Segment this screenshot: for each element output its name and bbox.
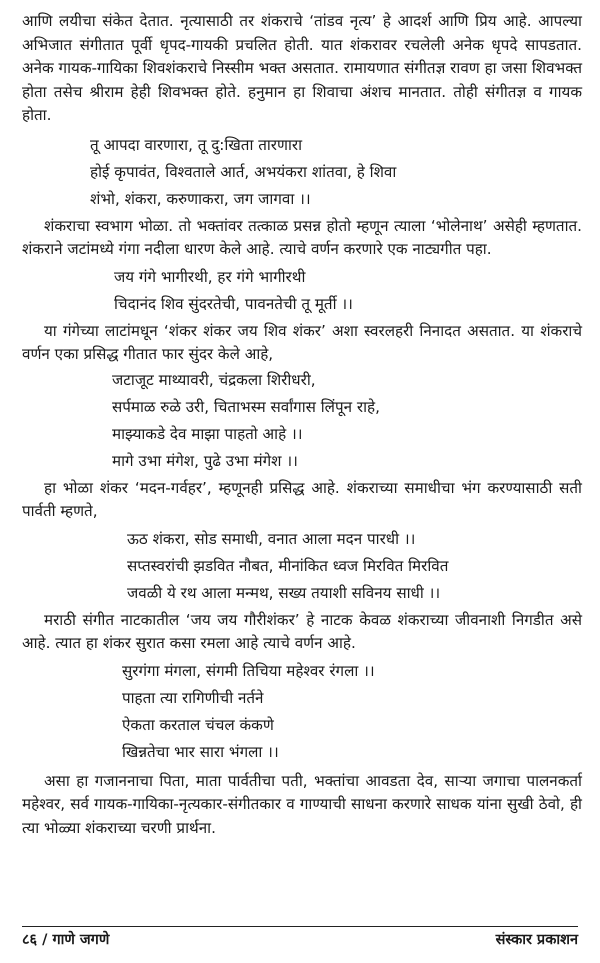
page-number-title: ८६ / गाणे जगणे	[22, 932, 110, 948]
page-body	[22, 10, 582, 840]
verse-line: तू आपदा वारणारा, तू दु:खिता तारणारा	[90, 135, 303, 154]
verse-line: जवळी ये रथ आला मन्मथ, सख्य तयाशी सविनय साधी ।।	[127, 583, 441, 602]
verse-line: पाहता त्या रागिणीची नर्तने	[122, 688, 264, 707]
verse-line: जटाजूट माथ्यावरी, चंद्रकला शिरीधरी,	[112, 370, 316, 389]
verse-line: होई कृपावंत, विश्वताले आर्त, अभयंकरा शांतवा, हे शिवा	[90, 162, 397, 181]
verse-jatajut	[22, 367, 582, 477]
paragraph-6: असा हा गजाननाचा पिता, माता पार्वतीचा पती, भक्तांचा आवडता देव, साऱ्या जगाचा पालनकर्ता महेश्वर, सर्व गायक-गायिका-नृत्यकार-संगीतकार व गाण्याची साधना करणारे साधक यांना सुखी ठेवो, ही त्या भोळ्या शंकराच्या चरणी प्रार्थना.	[22, 771, 582, 837]
paragraph-3: या गंगेच्या लाटांमधून ‘शंकर शंकर जय शिव शंकर’ अशा स्वरलहरी निनादत असतात. या शंकराचे वर्णन एका प्रसिद्ध गीतात फार सुंदर केले आहे,	[22, 321, 582, 363]
verse-line: सप्तस्वरांची झडवित नौबत, मीनांकित ध्वज मिरवित मिरवित	[127, 556, 449, 575]
verse-line: ऐकता करताल चंचल कंकणे	[122, 715, 274, 734]
paragraph-4: हा भोळा शंकर ‘मदन-गर्वहर’, म्हणूनही प्रसिद्ध आहे. शंकराच्या समाधीचा भंग करण्यासाठी सती पार्वती म्हणते,	[22, 478, 582, 520]
verse-line: शंभो, शंकरा, करुणाकरा, जग जागवा ।।	[90, 189, 311, 208]
paragraph-2: शंकराचा स्वभाग भोळा. तो भक्तांवर तत्काळ प्रसन्न होतो म्हणून त्याला ‘भोलेनाथ’ असेही म्हणतात. शंकराने जटांमध्ये गंगा नदीला धारण केले आहे. त्याचे वर्णन करणारे एक नाट्यगीत पहा.	[22, 216, 582, 258]
footer-divider	[22, 926, 578, 927]
verse-line: माझ्याकडे देव माझा पाहतो आहे ।।	[112, 424, 303, 443]
verse-surganga	[22, 656, 582, 770]
paragraph-1: आणि लयीचा संकेत देतात. नृत्यासाठी तर शंकराचे ‘तांडव नृत्य’ हे आदर्श आणि प्रिय आहे. आपल्या अभिजात संगीतात पूर्वी धृपद-गायकी प्रचलित होती. यात शंकरावर रचलेली अनेक धृपदे सापडतात. अनेक गायक-गायिका शिवशंकराचे निस्सीम भक्त असतात. रामायणात संगीतज्ञ रावण हा जसा शिवभक्त होता तसेच श्रीराम हेही शिवभक्त होते. हनुमान हा शिवाचा अंशच मानतात. तोही संगीतज्ञ व गायक होता.	[22, 12, 582, 124]
verse-line: खिन्नतेचा भार सारा भंगला ।।	[122, 742, 279, 761]
paragraph-5: मराठी संगीत नाटकातील ‘जय जय गौरीशंकर’ हे नाटक केवळ शंकराच्या जीवनाशी निगडीत असे आहे. त्यात हा शंकर सुरात कसा रमला आहे त्याचे वर्णन आहे.	[22, 610, 582, 652]
verse-uth-shankara	[22, 524, 582, 609]
verse-ganga	[22, 262, 582, 320]
verse-line: सर्पमाळ रुळे उरी, चिताभस्म सर्वांगास लिंपून राहे,	[112, 397, 380, 416]
verse-shiva-prayer	[22, 128, 582, 215]
verse-line: जय गंगे भागीरथी, हर गंगे भागीरथी	[114, 267, 306, 286]
publisher-name: संस्कार प्रकाशन	[495, 932, 578, 948]
verse-line: ऊठ शंकरा, सोड समाधी, वनात आला मदन पारधी ।।	[127, 529, 416, 548]
verse-line: सुरगंगा मंगला, संगमी तिचिया महेश्वर रंगला ।।	[122, 661, 375, 680]
verse-line: मागे उभा मंगेश, पुढे उभा मंगेश ।।	[112, 451, 298, 470]
verse-line: चिदानंद शिव सुंदरतेची, पावनतेची तू मूर्ती ।।	[114, 294, 353, 313]
page-footer	[22, 930, 578, 950]
